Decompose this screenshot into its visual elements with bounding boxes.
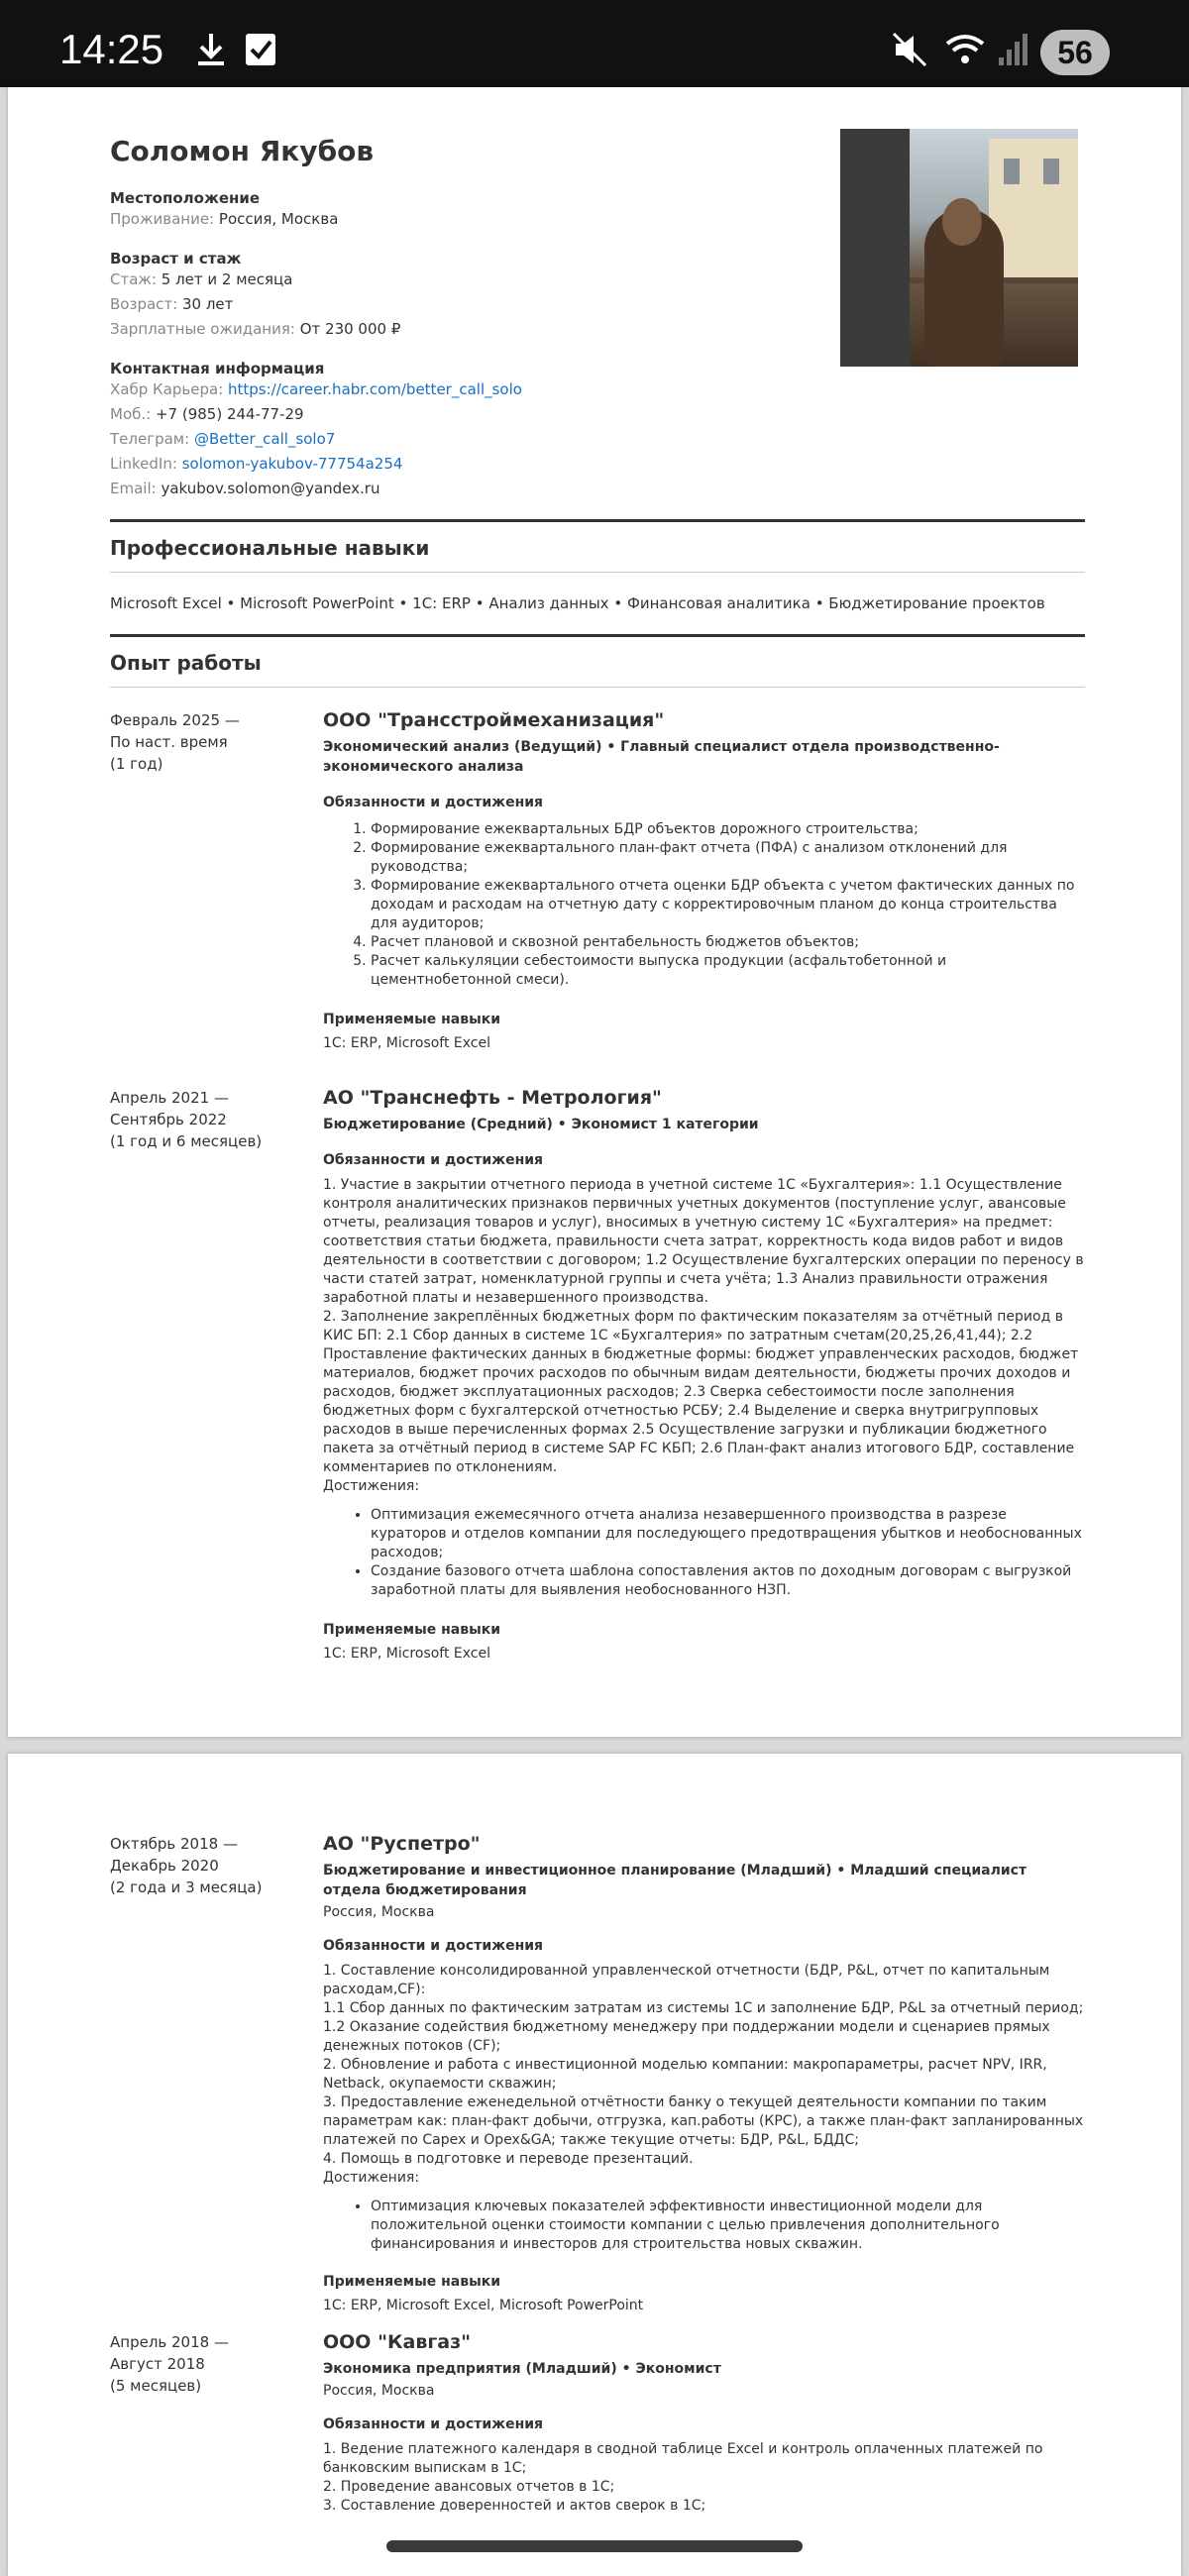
job-skills: 1С: ERP, Microsoft Excel (323, 1035, 491, 1051)
duties-title: Обязанности и достижения (323, 2416, 544, 2432)
list-item: • Создание базового отчета шаблона сопоставления актов по доходным договорам с выгрузкой заработной платы для выявления необоснованного НЗП. (371, 1562, 1085, 1600)
age-line: Возраст: 30 лет (110, 295, 234, 313)
duties-line: 1.2 Оказание содействия бюджетному менеджеру при поддержании модели и сценариев прямых денежных потоков (CF); (323, 2019, 1050, 2054)
resume-page-1 (8, 87, 1181, 1737)
list-item: 5. Расчет калькуляции себестоимости выпуска продукции (асфальтобетонной и цементнобетонной смеси). (371, 952, 1085, 990)
job-dates: Октябрь 2018 — Декабрь 2020 (2 года и 3 месяца) (110, 1835, 263, 1896)
achievements-label: Достижения: (323, 1478, 420, 1494)
list-item: 1. Формирование ежеквартальных БДР объектов дорожного строительства; (371, 820, 1085, 839)
duties-line: 3. Предоставление еженедельной отчётности банку о текущей деятельности компании по таким параметрам как: план-факт добычи, отгрузка, кап.работы (КРС), а также план-факт запланированных платежей по Capex и Opex&GA; также текущие отчеты: БДР, P&L, БДДС; (323, 2094, 1084, 2148)
job-entry (110, 709, 1085, 1051)
list-item: 4. Расчет плановой и сквозной рентабельность бюджетов объектов; (371, 933, 1085, 952)
duties-line: 1.1 Сбор данных по фактическим затратам из системы 1С и заполнение БДР, P&L за отчетный период; (323, 2000, 1084, 2016)
duties-title: Обязанности и достижения (323, 795, 544, 810)
achievements-list (323, 2198, 1085, 2254)
checkbox-icon (244, 30, 277, 78)
duties-text: 2. Заполнение закреплённых бюджетных форм по фактическим показателям за отчётный период в КИС БП: 2.1 Сбор данных в системе 1С «Бухгалтерия» по затратным счетам(20,25,26,41,44); 2.2 Проставление фактических данных в бюджетные формы: бюджет управленческих расходов, бюджет материалов, бюджет прочих расходов по обычным видам деятельности, бюджеты прочих доходов и расходов, бюджет эксплуатационных расходов; 2.3 Сверка себестоимости после заполнения бюджетных форм с бухгалтерской отчетностью РСБУ; 2.4 Выделение и сверка внутригрупповых расходов в выше перечисленных формах 2.5 Осуществление загрузки и публикации бюджетного пакета за отчётный период в системе SAP FC КБП; 2.6 План-факт анализ итогового БДР, составление комментариев по отклонениям. (323, 1309, 1079, 1475)
duties-list (323, 820, 1085, 990)
list-item: • Оптимизация ключевых показателей эффективности инвестиционной модели для положительной оценки стоимости компании с целью привлечения дополнительного финансирования и инвесторов для строительства новых скважин. (371, 2198, 1085, 2254)
contacts-title: Контактная информация (110, 360, 325, 377)
skills-title: Применяемые навыки (323, 1012, 501, 1027)
skills-title: Применяемые навыки (323, 1622, 501, 1638)
duties-line: 2. Проведение авансовых отчетов в 1С; (323, 2479, 615, 2495)
experience-line: Стаж: 5 лет и 2 месяца (110, 270, 293, 288)
duties-title: Обязанности и достижения (323, 1938, 544, 1954)
linkedin-line: LinkedIn: solomon-yakubov-77754a254 (110, 455, 403, 473)
duties-line: 3. Составление доверенностей и актов сверок в 1С; (323, 2498, 706, 2514)
skills-title: Применяемые навыки (323, 2274, 501, 2290)
resume-page-2 (8, 1754, 1181, 2576)
email-line: Email: yakubov.solomon@yandex.ru (110, 480, 380, 497)
mute-icon (890, 30, 929, 78)
signal-icon (997, 30, 1028, 78)
experience-section-title: Опыт работы (110, 634, 1085, 688)
location-title: Местоположение (110, 189, 261, 207)
company-name: ООО "Кавгаз" (323, 2331, 472, 2353)
achievements-list (323, 1506, 1085, 1600)
linkedin-link[interactable]: solomon-yakubov-77754a254 (181, 455, 403, 473)
company-name: ООО "Трансстроймеханизация" (323, 709, 665, 731)
company-name: АО "Транснефть - Метрология" (323, 1087, 662, 1109)
job-skills: 1С: ERP, Microsoft Excel, Microsoft PowerPoint (323, 2298, 644, 2313)
residence-line: Проживание: Россия, Москва (110, 210, 339, 228)
salary-line: Зарплатные ожидания: От 230 000 ₽ (110, 320, 401, 338)
job-entry (110, 1833, 1085, 2313)
job-dates: Февраль 2025 — По наст. время (1 год) (110, 711, 240, 773)
duties-line: 4. Помощь в подготовке и переводе презентаций. (323, 2151, 694, 2167)
habr-link[interactable]: https://career.habr.com/better_call_solo (228, 380, 522, 398)
duties-line: 1. Составление консолидированной управленческой отчетности (БДР, P&L, отчет по капитальным расходам,CF): (323, 1963, 1050, 1997)
list-item: • Оптимизация ежемесячного отчета анализа незавершенного производства в разрезе кураторов и отделов компании для последующего предотвращения убытков и необоснованных расходов; (371, 1506, 1085, 1562)
telegram-link[interactable]: @Better_call_solo7 (193, 430, 336, 448)
duties-line: 2. Обновление и работа с инвестиционной моделью компании: макропараметры, расчет NPV, IRR, Netback, окупаемости скважин; (323, 2057, 1047, 2092)
battery-indicator: 56 (1040, 30, 1110, 75)
habr-line: Хабр Карьера: https://career.habr.com/better_call_solo (110, 380, 522, 398)
telegram-line: Телеграм: @Better_call_solo7 (110, 430, 336, 448)
download-icon (194, 30, 228, 78)
duties-line: 1. Ведение платежного календаря в сводной таблице Excel и контроль оплаченных платежей по банковским выпискам в 1С; (323, 2441, 1043, 2476)
job-entry (110, 2331, 1085, 2516)
job-location: Россия, Москва (323, 1904, 435, 1920)
duties-title: Обязанности и достижения (323, 1152, 544, 1168)
duties-text: 1. Участие в закрытии отчетного периода в учетной системе 1С «Бухгалтерия»: 1.1 Осуществление контроля аналитических признаков первичных учетных документов (поступление услуг, авансовые отчеты, реализация товаров и услуг), вносимых в учетную систему 1С «Бухгалтерия» на предмет: соответствия статьи бюджета, правильности счета затрат, корректность кода видов работ и видов деятельности в соответствии с договором; 1.2 Осуществление бухгалтерских операции по переносу в части статей затрат, номенклатурной группы и счета учёта; 1.3 Анализ правильности отражения заработной платы и незавершенного производства. (323, 1177, 1084, 1306)
wifi-icon (943, 30, 987, 78)
status-time: 14:25 (59, 26, 164, 72)
achievements-label: Достижения: (323, 2170, 420, 2186)
job-role: Экономический анализ (Ведущий) • Главный специалист отдела производственно-экономического анализа (323, 739, 1000, 775)
company-name: АО "Руспетро" (323, 1833, 481, 1855)
job-entry (110, 1087, 1085, 1662)
skills-list: Microsoft Excel • Microsoft PowerPoint • 1С: ERP • Анализ данных • Финансовая аналитика • Бюджетирование проектов (110, 594, 1045, 612)
phone-line: Моб.: +7 (985) 244-77-29 (110, 405, 304, 423)
job-role: Бюджетирование и инвестиционное планирование (Младший) • Младший специалист отдела бюджетирования (323, 1863, 1027, 1898)
job-role: Экономика предприятия (Младший) • Экономист (323, 2361, 721, 2377)
job-dates: Апрель 2021 — Сентябрь 2022 (1 год и 6 месяцев) (110, 1089, 263, 1150)
list-item: 2. Формирование ежеквартального план-факт отчета (ПФА) с анализом отклонений для руководства; (371, 839, 1085, 877)
age-title: Возраст и стаж (110, 250, 242, 268)
job-role: Бюджетирование (Средний) • Экономист 1 категории (323, 1117, 759, 1132)
gesture-nav-bar[interactable] (386, 2540, 803, 2552)
resume-content (110, 1833, 1085, 2516)
candidate-name: Соломон Якубов (110, 135, 375, 167)
job-skills: 1С: ERP, Microsoft Excel (323, 1646, 491, 1662)
skills-section-title: Профессиональные навыки (110, 519, 1085, 573)
job-dates: Апрель 2018 — Август 2018 (5 месяцев) (110, 2333, 229, 2395)
list-item: 3. Формирование ежеквартального отчета оценки БДР объекта с учетом фактических данных по доходам и расходам на отчетную дату с корректировочным планом до конца строительства для аудиторов; (371, 877, 1085, 933)
job-location: Россия, Москва (323, 2383, 435, 2399)
status-bar (0, 0, 1189, 87)
resume-content (110, 135, 1085, 1662)
